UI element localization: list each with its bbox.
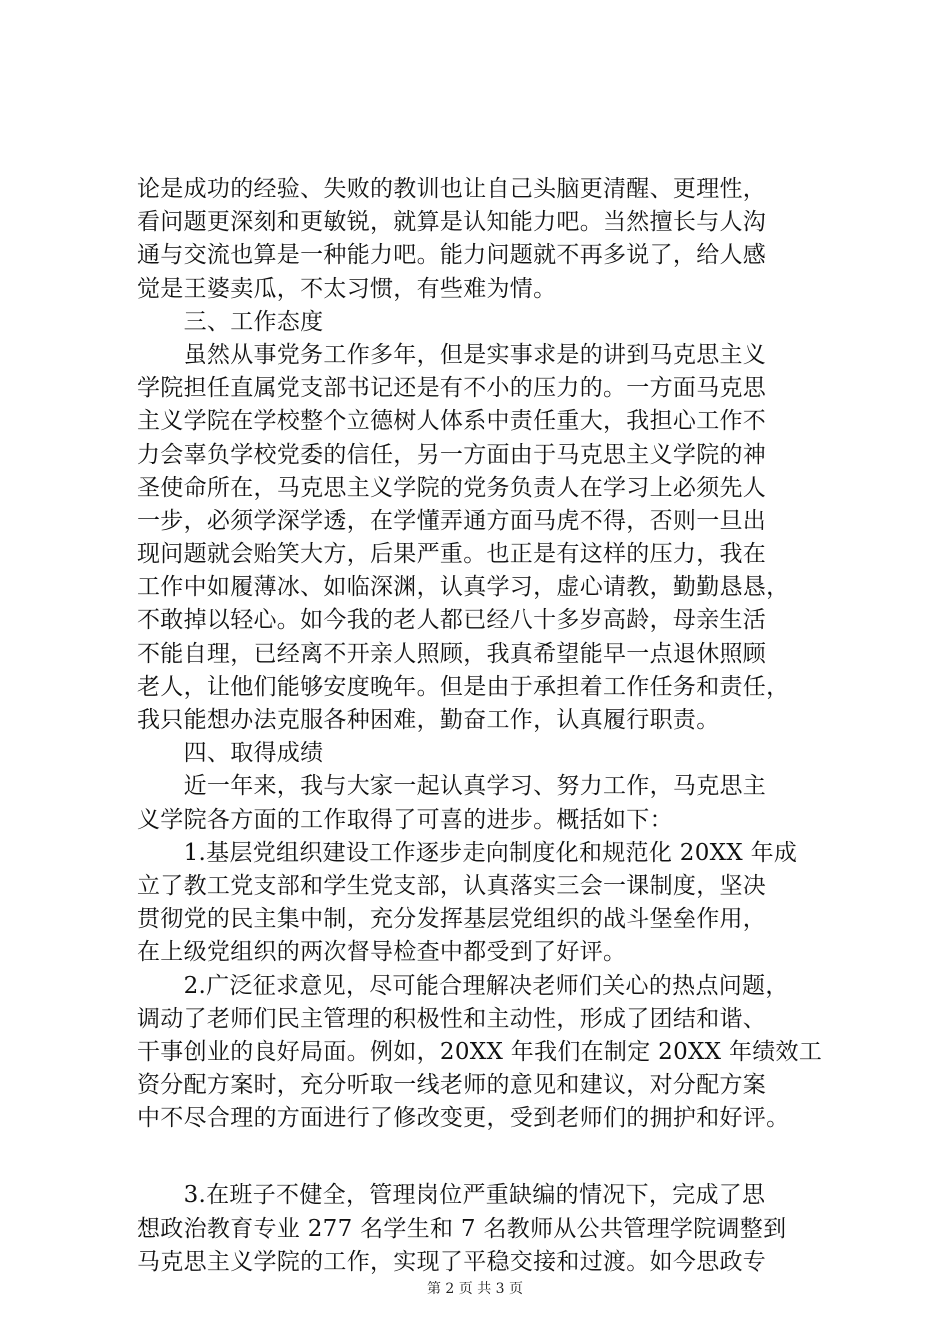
page-number-footer: 第 2 页 共 3 页 [426,1281,524,1297]
text-line: 觉是王婆卖瓜，不太习惯，有些难为情。 [137,275,557,302]
text-line: 义学院各方面的工作取得了可喜的进步。概括如下： [137,806,673,833]
text-line: 在上级党组织的两次督导检查中都受到了好评。 [137,939,627,966]
text-line: 现问题就会贻笑大方，后果严重。也正是有这样的压力，我在 [137,541,767,568]
text-line: 工作中如履薄冰、如临深渊，认真学习，虚心请教，勤勤恳恳， [137,574,790,601]
text-line: 力会辜负学校党委的信任，另一方面由于马克思主义学院的神 [137,441,767,468]
text-line: 看问题更深刻和更敏锐，就算是认知能力吧。当然擅长与人沟 [137,209,767,236]
text-line: 2.广泛征求意见，尽可能合理解决老师们关心的热点问题， [137,972,789,999]
document-body [137,173,837,1279]
text-line: 不敢掉以轻心。如今我的老人都已经八十多岁高龄，母亲生活 [137,607,767,634]
text-line: 贯彻党的民主集中制，充分发挥基层党组织的战斗堡垒作用， [137,906,767,933]
text-line: 干事创业的良好局面。例如，20XX 年我们在制定 20XX 年绩效工 [137,1038,823,1065]
text-line: 中不尽合理的方面进行了修改变更，受到老师们的拥护和好评。 [137,1105,790,1132]
text-line: 3.在班子不健全，管理岗位严重缺编的情况下，完成了思 [137,1182,766,1209]
text-line: 立了教工党支部和学生党支部，认真落实三会一课制度，坚决 [137,872,767,899]
text-line: 马克思主义学院的工作，实现了平稳交接和过渡。如今思政专 [137,1248,767,1275]
text-line: 调动了老师们民主管理的积极性和主动性，形成了团结和谐、 [137,1005,767,1032]
text-line: 我只能想办法克服各种困难，勤奋工作，认真履行职责。 [137,707,720,733]
text-line: 1.基层党组织建设工作逐步走向制度化和规范化 20XX 年成 [137,839,798,866]
text-line: 近一年来，我与大家一起认真学习、努力工作，马克思主 [137,773,767,800]
text-line: 想政治教育专业 277 名学生和 7 名教师从公共管理学院调整到 [137,1215,787,1242]
section-heading: 三、工作态度 [137,308,324,335]
text-line: 通与交流也算是一种能力吧。能力问题就不再多说了，给人感 [137,242,767,269]
text-line: 主义学院在学校整个立德树人体系中责任重大，我担心工作不 [137,408,767,435]
text-line: 虽然从事党务工作多年，但是实事求是的讲到马克思主义 [137,341,767,368]
text-line: 圣使命所在，马克思主义学院的党务负责人在学习上必须先人 [137,474,767,501]
section-heading: 四、取得成绩 [137,740,324,767]
paragraph-gap [137,1135,837,1179]
text-line: 不能自理，已经离不开亲人照顾，我真希望能早一点退休照顾 [137,640,767,667]
text-line: 学院担任直属党支部书记还是有不小的压力的。一方面马克思 [137,375,767,402]
text-line: 老人，让他们能够安度晚年。但是由于承担着工作任务和责任， [137,673,790,700]
text-line: 资分配方案时，充分听取一线老师的意见和建议，对分配方案 [137,1072,767,1099]
text-line: 论是成功的经验、失败的教训也让自己头脑更清醒、更理性， [137,176,767,202]
text-line: 一步，必须学深学透，在学懂弄通方面马虎不得，否则一旦出 [137,507,767,534]
